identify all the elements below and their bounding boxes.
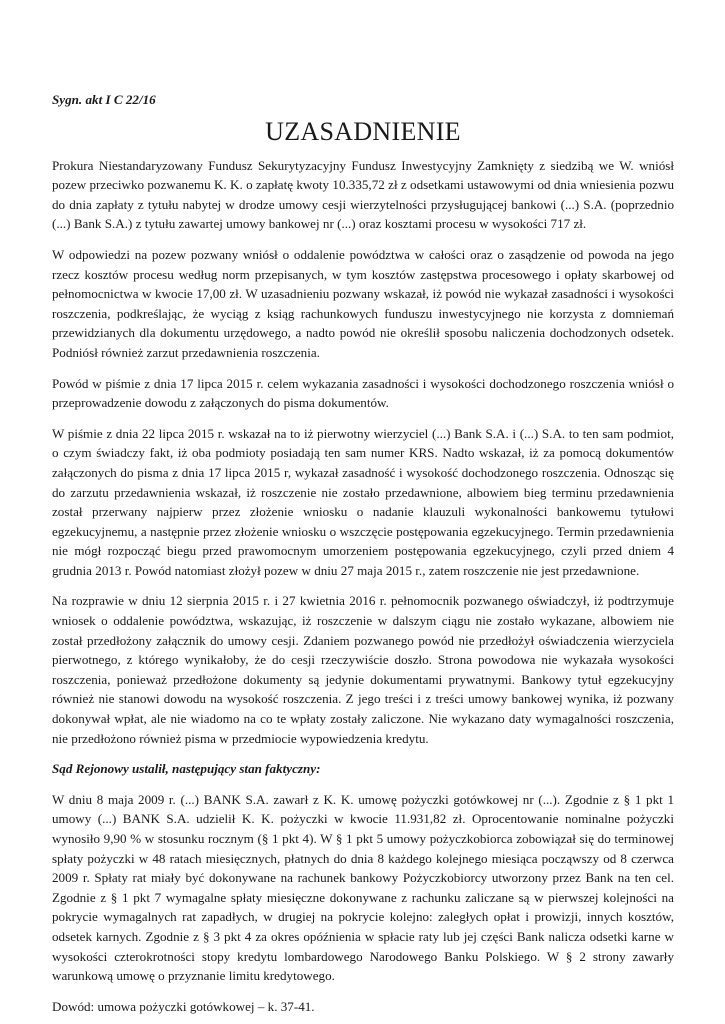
- case-signature: Sygn. akt I C 22/16: [52, 92, 156, 107]
- paragraph-facts: W dniu 8 maja 2009 r. (...) BANK S.A. zawarł z K. K. umowę pożyczki gotówkowej nr (...). Zgodnie z § 1 pkt 1 umowy (...) BANK S.A. udzielił K. K. pożyczki w kwocie 11.931,82 zł. Oprocentowanie nominalne pożyczki wynosiło 9,90 % w stosunku rocznym (§ 1 pkt 4). W § 1 pkt 5 umowy pożyczkobiorca zobowiązał się do terminowej spłaty pożyczki w 48 ratach miesięcznych, płatnych do dnia 8 każdego kolejnego miesiąca począwszy od 8 czerwca 2009 r. Spłaty rat miały być dokonywane na rachunek bankowy Pożyczkobiorcy utworzony przez Bank na ten cel. Zgodnie z § 1 pkt 7 wymagalne spłaty miesięczne dokonywane z rachunku zaliczane są w pierwszej kolejności na pokrycie wymagalnych rat zapadłych, w drugiej na pokrycie kolejno: zaległych opłat i prowizji, innych kosztów, odsetek karnych. Zgodnie z § 3 pkt 4 za okres opóźnienia w spłacie raty lub jej części Bank nalicza odsetki karne w wysokości czterokrotności stopy kredytu lombardowego Narodowego Banku Polskiego. W § 2 strony zawarły warunkową umowę o przyznanie limitu kredytowego.: [52, 791, 674, 984]
- paragraph-plaintiff-letter-july-22: W piśmie z dnia 22 lipca 2015 r. wskazał na to iż pierwotny wierzyciel (...) Bank S.A. i (...) S.A. to ten sam podmiot, o czym świadczy fakt, iż oba podmioty posiadają ten sam numer KRS. Nadto wskazał, iż za pomocą dokumentów załączonych do pisma z dnia 17 lipca 2015 r, wykazał zasadność i wysokość dochodzonego roszczenia. Odnosząc się do zarzutu przedawnienia wskazał, iż roszczenie nie zostało przedawnione, albowiem bieg terminu przedawnienia został przerwany najpierw przez złożenie wniosku o nadanie klauzuli wykonalności bankowemu tytułowi egzekucyjnemu, a następnie przez złożenie wniosku o wszczęcie postępowania egzekucyjnego. Termin przedawnienia nie mógł rozpocząć biegu przed prawomocnym umorzeniem postępowania egzekucyjnego, czyli przed dniem 4 grudnia 2013 r. Powód natomiast złożył pozew w dniu 27 maja 2015 r., zatem roszczenie nie jest przedawnione.: [52, 425, 674, 578]
- document-title: UZASADNIENIE: [265, 116, 461, 146]
- paragraph-claim: Prokura Niestandaryzowany Fundusz Sekurytyzacyjny Fundusz Inwestycyjny Zamknięty z siedzibą we W. wniósł pozew przeciwko pozwanemu K. K. o zapłatę kwoty 10.335,72 zł z odsetkami ustawowymi od dnia wniesienia pozwu do dnia zapłaty z tytułu nabytej w drodze umowy cesji wierzytelności przysługującej bankowi (...) S.A. (poprzednio (...) Bank S.A.) z tytułu zawartej umowy bankowej nr (...) oraz kosztami procesu w wysokości 717 zł.: [52, 157, 674, 232]
- document-page: [52, 90, 674, 1016]
- paragraph-hearing: Na rozprawie w dniu 12 sierpnia 2015 r. i 27 kwietnia 2016 r. pełnomocnik pozwanego oświadczył, iż podtrzymuje wniosek o oddalenie powództwa, wskazując, iż roszczenie w dalszym ciągu nie zostało wykazane, albowiem nie został przedłożony załącznik do umowy cesji. Zdaniem pozwanego powód nie przedłożył oświadczenia wierzyciela pierwotnego, z którego wynikałoby, że do cesji rzeczywiście doszło. Strona powodowa nie wykazała wysokości roszczenia, ponieważ przedłożone dokumenty są jedynie dokumentami prywatnymi. Bankowy tytuł egzekucyjny również nie stanowi dowodu na wysokość roszczenia. Z jego treści i z treści umowy bankowej wynika, iż pozwany dokonywał wpłat, ale nie wiadomo na co te wpłaty zostały zaliczone. Nie wykazano daty wymagalności roszczenia, nie przedłożono również pisma w przedmiocie wypowiedzenia kredytu.: [52, 593, 674, 746]
- proof-line: Dowód: umowa pożyczki gotówkowej – k. 37-41.: [52, 998, 315, 1014]
- paragraph-defendant-response: W odpowiedzi na pozew pozwany wniósł o oddalenie powództwa w całości oraz o zasądzenie od powoda na jego rzecz kosztów procesu według norm przepisanych, w tym kosztów zastępstwa procesowego i opłaty skarbowej od pełnomocnictwa w kwocie 17,00 zł. W uzasadnieniu pozwany wskazał, iż powód nie wykazał zasadności i wysokości roszczenia, podkreślając, że wyciąg z ksiąg rachunkowych funduszu inwestycyjnego nie korzysta z domniemań przewidzianych dla dokumentu urzędowego, a nadto powód nie określił sposobu naliczenia dochodzonych odsetek. Podniósł również zarzut przedawnienia roszczenia.: [52, 246, 674, 360]
- paragraph-plaintiff-letter-july-17: Powód w piśmie z dnia 17 lipca 2015 r. celem wykazania zasadności i wysokości dochodzonego roszczenia wniósł o przeprowadzenie dowodu z załączonych do pisma dokumentów.: [52, 375, 674, 411]
- section-heading-facts: Sąd Rejonowy ustalił, następujący stan faktyczny:: [52, 761, 321, 777]
